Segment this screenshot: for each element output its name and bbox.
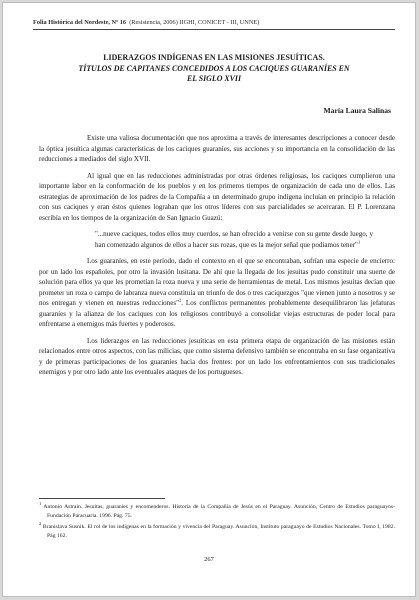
journal-name: Folia Histórica del Nordeste, Nº 16 — [33, 19, 127, 26]
document-page — [2, 2, 416, 597]
page-number: 267 — [204, 556, 214, 563]
footnote-rule — [39, 498, 165, 499]
paragraph-2: Al igual que en las reducciones administradas por otras órdenes religiosas, los caciques cumplieron una importante labor en la conformación de los pueblos y en los primeros tiempos de organización de cada uno de ellos. Las estrategias de aproximación de los padres de la Compañía a un determinado grupo indígena incluían en principio la relación con sus caciques y eran éstos quienes lograban que los otros líderes con sus parcialidades se acercaran. El P. Lorenzana escribía en los tiempos de la organización de San Ignacio Guazú: — [39, 171, 395, 222]
quote-text: "...nueve caciques, todos ellos muy cuerdos, se han ofrecido a venirse con su gente desde luego, y han comenzado algunos de ellos a hacer sus rozas, que es la mejor señal que podiamos tener" — [95, 230, 373, 249]
title-line-2: TÍTULOS DE CAPITANES CONCEDIDOS A LOS CACIQUES GUARANÍES EN — [78, 63, 350, 73]
title-line-1: LIDERAZGOS INDÍGENAS EN LAS MISIONES JESUÍTICAS. — [103, 53, 325, 62]
footnote-2 — [39, 523, 395, 540]
footnote-ref-2[interactable]: 2 — [178, 297, 182, 303]
footnote-ref-1[interactable]: 1 — [357, 239, 361, 245]
paragraph-3-part-b: . Los conflictos permanentes probablemente desequilibraron las jefaturas guaraníes y la alianza de los caciques con los religiosos contribuyó a consolidar viejas estructuras de poder local para enfrentarse a enemigos más fuertes y poderosos. — [39, 299, 395, 328]
block-quote — [39, 229, 395, 250]
footnote-1-text: Antonio Astrain. Jesuitas, guaraníes y encomenderos. Historia de la Compañía de Jesús en el Paraguay. Asunción, Centro de Estudios paraguayos- Fundación Paracuaria. 1996. Pág. 75. — [43, 504, 395, 519]
footnote-mark-2: 2 — [39, 521, 42, 527]
footnote-1 — [39, 503, 395, 520]
footnote-2-text: Branislava Susnik. El rol de los indígenas en la formación y vivencia del Paraguay. Asunción, Instituto paraguayo de Estudios Nacionales. Tomo I, 1982. Pág 162. — [42, 524, 396, 539]
paragraph-4: Los liderazgos en las reducciones jesuíticas en esta primera etapa de organización de las misiones están relacionados entre otros aspectos, con las milicias, que como sistema defensivo también se encontraba en su fase organizativa y de primeras participaciones de los guaraníes hacia dos frentes: por un lado los enfrentamientos con sus tradicionales enemigos y por otro lado ante los eventuales ataques de los portugueses. — [39, 336, 395, 376]
footnotes — [39, 503, 395, 543]
paragraph-3-part-a: Los guaraníes, en este período, dado el contexto en el que se encontraban, sufrían una especie de encierro: por un lado los españoles, por otro la invasión lusitana. De ahí que la llegada de los jesuitas pudo constituir una suerte de solución para ellos ya que les prometían la roza nueva y una serie de herramientas de metal. Los mismos jesuitas decían que prometer un roza o campo de labranza nueva constituía un triunfo de dos o tres caciquezgos "que vienen junto a nosotros y se nos entregan y vienen en nuestras reducciones" — [39, 257, 395, 307]
title-line-3: EL SIGLO XVII — [186, 74, 242, 84]
journal-details: (Resistencia, 2006) IIGHI, CONICET - III, UNNE) — [129, 19, 260, 26]
footnote-mark-1: 1 — [39, 501, 42, 507]
running-header — [33, 19, 395, 26]
header-rule — [33, 29, 395, 30]
paragraph-3 — [39, 256, 395, 330]
article-title — [39, 53, 389, 85]
article-body — [39, 133, 395, 384]
paragraph-1: Existe una valiosa documentación que nos aproxima a través de interesantes descripciones a conocer desde la óptica jesuítica algunas características de los caciques guaraníes, sus acciones y su importancia en la consolidación de las reducciones a mediados del siglo XVII. — [39, 134, 395, 163]
author-name: María Laura Salinas — [323, 106, 391, 115]
